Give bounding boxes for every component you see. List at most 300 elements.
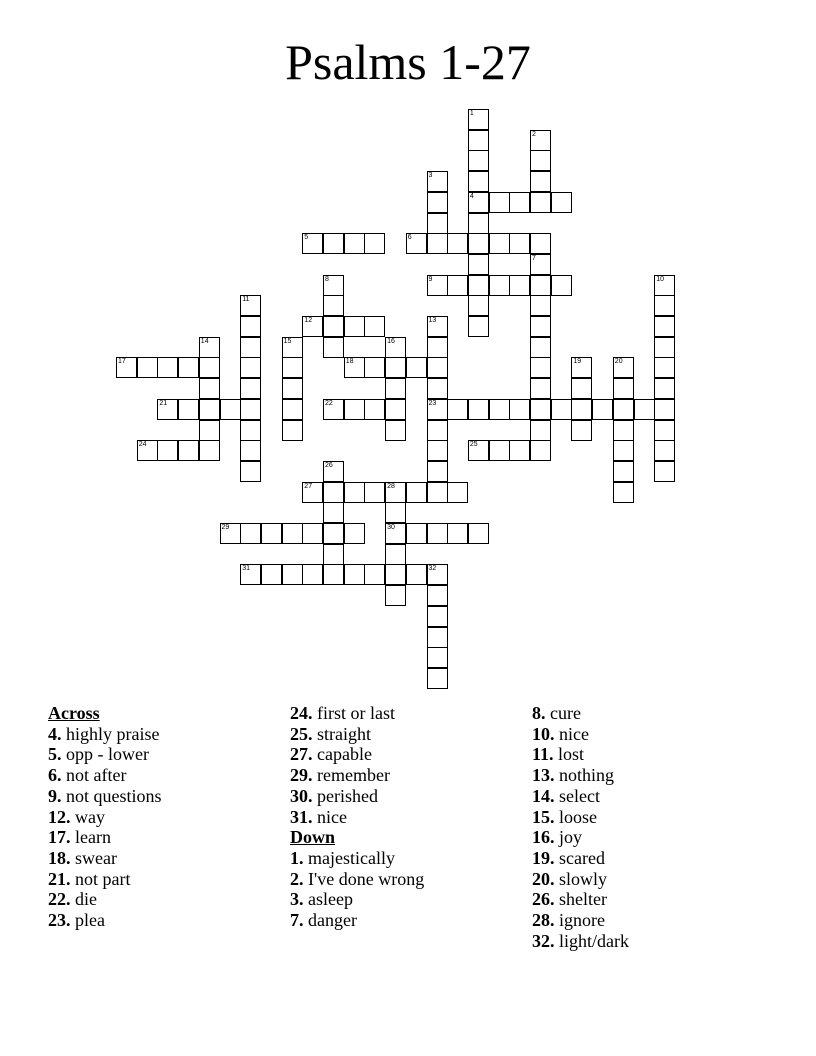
grid-cell[interactable] — [240, 337, 261, 358]
clue-number-label: 31 — [242, 565, 250, 573]
grid-cell[interactable] — [385, 585, 406, 606]
grid-cell[interactable] — [427, 378, 448, 399]
grid-cell[interactable] — [240, 461, 261, 482]
grid-cell[interactable] — [530, 254, 551, 275]
clue-number: 12. — [48, 806, 71, 827]
clue-text: slowly — [559, 868, 608, 889]
clue-number: 11. — [532, 744, 554, 765]
clue-text: joy — [559, 827, 583, 848]
grid-cell[interactable] — [137, 440, 158, 461]
grid-cell[interactable] — [344, 482, 365, 503]
grid-cell[interactable] — [571, 357, 592, 378]
grid-cell[interactable] — [489, 233, 510, 254]
clue-item — [48, 827, 278, 848]
grid-cell[interactable] — [385, 482, 406, 503]
grid-cell[interactable] — [509, 440, 530, 461]
clue-number-label: 32 — [428, 565, 437, 573]
clue-item — [48, 724, 278, 745]
grid-cell[interactable] — [199, 357, 220, 378]
clue-number-label: 16 — [387, 337, 395, 345]
grid-cell[interactable] — [364, 233, 385, 254]
grid-cell[interactable] — [551, 192, 572, 213]
grid-cell[interactable] — [468, 316, 489, 337]
clue-number-label: 24 — [138, 441, 147, 449]
grid-cell[interactable] — [116, 357, 137, 378]
grid-cell[interactable] — [530, 420, 551, 441]
grid-cell[interactable] — [323, 502, 344, 523]
grid-cell[interactable] — [551, 275, 572, 296]
clue-text: learn — [75, 827, 111, 848]
clue-number-label: 17 — [118, 358, 126, 366]
clue-item — [532, 848, 762, 869]
clue-number-label: 13 — [428, 317, 437, 324]
grid-cell[interactable] — [282, 523, 303, 544]
grid-cell[interactable] — [199, 378, 220, 399]
clue-item — [48, 786, 278, 807]
grid-cell[interactable] — [282, 399, 303, 420]
clue-column-2 — [290, 703, 520, 931]
clue-item — [532, 827, 762, 848]
grid-cell[interactable] — [530, 130, 551, 151]
puzzle-title: Psalms 1-27 — [285, 34, 531, 90]
grid-cell[interactable] — [592, 399, 613, 420]
grid-cell[interactable] — [344, 399, 365, 420]
grid-cell[interactable] — [344, 233, 365, 254]
grid-cell[interactable] — [530, 275, 551, 296]
grid-cell[interactable] — [302, 564, 323, 585]
clue-item — [532, 910, 762, 931]
grid-cell[interactable] — [178, 440, 199, 461]
grid-cell[interactable] — [199, 337, 220, 358]
clue-section-heading: Down — [290, 827, 336, 848]
clue-number-label: 30 — [387, 524, 395, 531]
grid-cell[interactable] — [551, 399, 572, 420]
clue-item — [532, 931, 762, 952]
grid-cell[interactable] — [427, 399, 448, 420]
grid-cell[interactable] — [323, 461, 344, 482]
grid-cell[interactable] — [530, 150, 551, 171]
grid-cell[interactable] — [385, 544, 406, 565]
clue-text: swear — [75, 847, 117, 868]
grid-cell[interactable] — [302, 482, 323, 503]
grid-cell[interactable] — [427, 668, 448, 689]
clue-item — [290, 703, 520, 724]
grid-cell[interactable] — [654, 399, 675, 420]
grid-cell[interactable] — [530, 357, 551, 378]
grid-cell[interactable] — [406, 357, 427, 378]
grid-cell[interactable] — [468, 440, 489, 461]
clue-text: majestically — [308, 847, 395, 868]
clue-text: plea — [75, 910, 105, 931]
grid-cell[interactable] — [240, 399, 261, 420]
clue-number: 1. — [290, 847, 304, 868]
grid-cell[interactable] — [323, 523, 344, 544]
clue-item — [290, 848, 520, 869]
grid-cell[interactable] — [323, 316, 344, 337]
clue-number: 20. — [532, 868, 555, 889]
grid-cell[interactable] — [261, 564, 282, 585]
grid-cell[interactable] — [654, 461, 675, 482]
clue-number: 2. — [290, 868, 304, 889]
clue-number-label: 18 — [345, 358, 354, 366]
clue-number: 31. — [290, 806, 313, 827]
grid-cell[interactable] — [385, 564, 406, 585]
grid-cell[interactable] — [220, 523, 241, 544]
clue-item — [290, 744, 520, 765]
grid-cell[interactable] — [282, 337, 303, 358]
clue-number: 7. — [290, 910, 304, 931]
clue-number-label: 22 — [325, 399, 333, 407]
grid-cell[interactable] — [364, 564, 385, 585]
clue-number: 14. — [532, 785, 555, 806]
grid-cell[interactable] — [199, 440, 220, 461]
clue-number: 27. — [290, 744, 313, 765]
grid-cell[interactable] — [364, 399, 385, 420]
grid-cell[interactable] — [240, 420, 261, 441]
grid-cell[interactable] — [427, 316, 448, 337]
clue-number-label: 9 — [428, 275, 433, 283]
clue-number: 29. — [290, 765, 313, 786]
clue-number: 9. — [48, 785, 62, 806]
clue-number: 8. — [532, 703, 546, 723]
grid-cell[interactable] — [157, 357, 178, 378]
grid-cell[interactable] — [302, 316, 323, 337]
grid-cell[interactable] — [199, 420, 220, 441]
clue-number-label: 5 — [304, 234, 309, 242]
grid-cell[interactable] — [447, 399, 468, 420]
grid-cell[interactable] — [385, 357, 406, 378]
grid-cell[interactable] — [530, 171, 551, 192]
grid-cell[interactable] — [199, 399, 220, 420]
grid-cell[interactable] — [323, 482, 344, 503]
clue-item — [290, 869, 520, 890]
grid-cell[interactable] — [385, 523, 406, 544]
grid-cell[interactable] — [571, 378, 592, 399]
grid-cell[interactable] — [178, 399, 199, 420]
grid-cell[interactable] — [427, 192, 448, 213]
grid-cell[interactable] — [344, 316, 365, 337]
grid-cell[interactable] — [240, 316, 261, 337]
grid-cell[interactable] — [344, 564, 365, 585]
grid-cell[interactable] — [447, 523, 468, 544]
grid-cell[interactable] — [613, 420, 634, 441]
clue-number-label: 15 — [283, 337, 292, 345]
clue-number-label: 19 — [573, 358, 582, 366]
grid-cell[interactable] — [613, 357, 634, 378]
grid-cell[interactable] — [509, 192, 530, 213]
clue-number-label: 1 — [469, 110, 474, 117]
grid-cell[interactable] — [364, 357, 385, 378]
clue-item — [532, 786, 762, 807]
clue-text: not questions — [66, 785, 162, 806]
grid-cell[interactable] — [427, 337, 448, 358]
clue-text: remember — [317, 765, 390, 786]
clue-item — [290, 786, 520, 807]
clue-text: light/dark — [559, 930, 629, 951]
grid-cell[interactable] — [468, 171, 489, 192]
grid-cell[interactable] — [654, 440, 675, 461]
grid-cell[interactable] — [406, 523, 427, 544]
grid-cell[interactable] — [530, 192, 551, 213]
clue-number: 26. — [532, 889, 555, 910]
clue-number-label: 4 — [469, 192, 474, 200]
grid-cell[interactable] — [364, 316, 385, 337]
grid-cell[interactable] — [530, 337, 551, 358]
clue-item — [48, 765, 278, 786]
clue-text: ignore — [559, 910, 605, 931]
clue-text: loose — [559, 806, 597, 827]
clue-text: opp - lower — [66, 744, 149, 765]
grid-cell[interactable] — [468, 523, 489, 544]
clue-number: 21. — [48, 868, 71, 889]
grid-cell[interactable] — [427, 523, 448, 544]
grid-cell[interactable] — [427, 440, 448, 461]
clue-text: scared — [559, 847, 605, 868]
grid-cell[interactable] — [427, 420, 448, 441]
clue-number-label: 25 — [469, 441, 478, 449]
grid-cell[interactable] — [654, 316, 675, 337]
grid-cell[interactable] — [654, 275, 675, 296]
clue-number-label: 6 — [407, 234, 412, 242]
clue-item — [48, 807, 278, 828]
grid-cell[interactable] — [489, 275, 510, 296]
clue-number-label: 26 — [325, 461, 333, 469]
grid-cell[interactable] — [613, 482, 634, 503]
clue-text: perished — [317, 785, 378, 806]
grid-cell[interactable] — [468, 130, 489, 151]
grid-cell[interactable] — [427, 275, 448, 296]
grid-cell[interactable] — [261, 523, 282, 544]
grid-cell[interactable] — [468, 295, 489, 316]
grid-cell[interactable] — [427, 585, 448, 606]
grid-cell[interactable] — [468, 233, 489, 254]
grid-cell[interactable] — [427, 606, 448, 627]
clue-number: 24. — [290, 703, 313, 723]
clue-text: shelter — [559, 889, 607, 910]
grid-cell[interactable] — [468, 213, 489, 234]
clue-section-heading: Across — [48, 703, 100, 723]
clue-number: 22. — [48, 889, 71, 910]
grid-cell[interactable] — [654, 378, 675, 399]
clue-number: 19. — [532, 847, 555, 868]
grid-cell[interactable] — [509, 399, 530, 420]
grid-cell[interactable] — [427, 357, 448, 378]
clue-item — [48, 889, 278, 910]
grid-cell[interactable] — [427, 461, 448, 482]
grid-cell[interactable] — [240, 564, 261, 585]
clue-number: 10. — [532, 723, 555, 744]
grid-cell[interactable] — [427, 647, 448, 668]
clue-item — [48, 848, 278, 869]
grid-cell[interactable] — [323, 399, 344, 420]
clue-number: 13. — [532, 765, 555, 786]
grid-cell[interactable] — [240, 440, 261, 461]
grid-cell[interactable] — [468, 109, 489, 130]
grid-cell[interactable] — [240, 378, 261, 399]
clue-item — [532, 889, 762, 910]
clue-text: not after — [66, 765, 127, 786]
grid-cell[interactable] — [364, 482, 385, 503]
clue-number-label: 23 — [428, 399, 437, 407]
clue-item — [48, 744, 278, 765]
grid-cell[interactable] — [323, 564, 344, 585]
grid-cell[interactable] — [323, 337, 344, 358]
clue-item — [290, 889, 520, 910]
grid-cell[interactable] — [613, 461, 634, 482]
grid-cell[interactable] — [385, 337, 406, 358]
grid-cell[interactable] — [323, 275, 344, 296]
grid-cell[interactable] — [654, 337, 675, 358]
clue-item — [532, 807, 762, 828]
grid-cell[interactable] — [468, 192, 489, 213]
clue-text: select — [559, 785, 600, 806]
grid-cell[interactable] — [613, 440, 634, 461]
clue-number-label: 27 — [304, 482, 313, 490]
grid-cell[interactable] — [613, 399, 634, 420]
grid-cell[interactable] — [302, 523, 323, 544]
clue-text: not part — [75, 868, 131, 889]
grid-cell[interactable] — [654, 295, 675, 316]
grid-cell[interactable] — [344, 357, 365, 378]
grid-cell[interactable] — [137, 357, 158, 378]
clue-text: asleep — [308, 889, 353, 910]
grid-cell[interactable] — [427, 482, 448, 503]
clue-text: die — [75, 889, 97, 910]
clue-item — [532, 724, 762, 745]
grid-cell[interactable] — [530, 440, 551, 461]
grid-cell[interactable] — [468, 275, 489, 296]
clue-number: 30. — [290, 785, 313, 806]
grid-cell[interactable] — [571, 399, 592, 420]
grid-cell[interactable] — [427, 171, 448, 192]
grid-cell[interactable] — [406, 233, 427, 254]
clue-item — [48, 869, 278, 890]
clue-item — [290, 765, 520, 786]
grid-cell[interactable] — [489, 440, 510, 461]
grid-cell[interactable] — [323, 295, 344, 316]
grid-cell[interactable] — [489, 192, 510, 213]
clue-item — [532, 869, 762, 890]
clue-number: 28. — [532, 910, 555, 931]
grid-cell[interactable] — [654, 420, 675, 441]
clue-text: straight — [317, 723, 371, 744]
clue-number: 5. — [48, 744, 62, 765]
grid-cell[interactable] — [220, 399, 241, 420]
grid-cell[interactable] — [530, 295, 551, 316]
grid-cell[interactable] — [427, 627, 448, 648]
clue-number: 6. — [48, 765, 62, 786]
clue-number: 32. — [532, 930, 555, 951]
clue-number-label: 8 — [325, 275, 329, 283]
clue-number-label: 2 — [532, 130, 536, 138]
grid-cell[interactable] — [178, 357, 199, 378]
clue-number-label: 12 — [304, 317, 313, 324]
grid-cell[interactable] — [282, 357, 303, 378]
grid-cell[interactable] — [427, 564, 448, 585]
grid-cell[interactable] — [489, 399, 510, 420]
grid-cell[interactable] — [385, 420, 406, 441]
grid-cell[interactable] — [447, 482, 468, 503]
grid-cell[interactable] — [613, 378, 634, 399]
grid-cell[interactable] — [240, 357, 261, 378]
grid-cell[interactable] — [282, 378, 303, 399]
grid-cell[interactable] — [530, 316, 551, 337]
clue-number-label: 14 — [200, 337, 209, 345]
grid-cell[interactable] — [571, 420, 592, 441]
clue-number: 23. — [48, 910, 71, 931]
grid-cell[interactable] — [157, 440, 178, 461]
grid-cell[interactable] — [406, 482, 427, 503]
clue-number: 25. — [290, 723, 313, 744]
clue-text: capable — [317, 744, 372, 765]
clue-item — [290, 910, 520, 931]
clue-text: nice — [559, 723, 589, 744]
grid-cell[interactable] — [654, 357, 675, 378]
clue-number-label: 10 — [656, 275, 664, 283]
clue-text: I've done wrong — [308, 868, 425, 889]
grid-cell[interactable] — [530, 378, 551, 399]
clue-item — [48, 910, 278, 931]
grid-cell[interactable] — [282, 564, 303, 585]
grid-cell[interactable] — [468, 254, 489, 275]
grid-cell[interactable] — [447, 233, 468, 254]
grid-cell[interactable] — [344, 523, 365, 544]
grid-cell[interactable] — [427, 233, 448, 254]
grid-cell[interactable] — [240, 295, 261, 316]
grid-cell[interactable] — [468, 150, 489, 171]
clue-text: highly praise — [66, 723, 160, 744]
clue-column-3 — [532, 703, 762, 951]
grid-cell[interactable] — [385, 502, 406, 523]
clue-text: way — [75, 806, 105, 827]
clue-number-label: 7 — [532, 254, 536, 262]
clue-text: nice — [317, 806, 347, 827]
clue-number: 16. — [532, 827, 555, 848]
clue-item — [290, 807, 520, 828]
grid-cell[interactable] — [323, 233, 344, 254]
grid-cell[interactable] — [530, 233, 551, 254]
clue-item — [532, 765, 762, 786]
grid-cell[interactable] — [530, 399, 551, 420]
grid-cell[interactable] — [427, 213, 448, 234]
clue-column-1 — [48, 703, 278, 931]
grid-cell[interactable] — [323, 544, 344, 565]
grid-cell[interactable] — [385, 378, 406, 399]
clue-text: first or last — [317, 703, 395, 723]
clue-number: 18. — [48, 847, 71, 868]
clue-text: cure — [550, 703, 581, 723]
clue-number: 3. — [290, 889, 304, 910]
clue-item — [532, 703, 762, 724]
grid-cell[interactable] — [157, 399, 178, 420]
grid-cell[interactable] — [385, 399, 406, 420]
grid-cell[interactable] — [447, 275, 468, 296]
clue-number: 15. — [532, 806, 555, 827]
grid-cell[interactable] — [634, 399, 655, 420]
grid-cell[interactable] — [302, 233, 323, 254]
grid-cell[interactable] — [509, 233, 530, 254]
grid-cell[interactable] — [240, 523, 261, 544]
clue-text: lost — [558, 744, 585, 765]
clue-text: danger — [308, 910, 357, 931]
clue-number-label: 29 — [221, 524, 230, 531]
grid-cell[interactable] — [509, 275, 530, 296]
grid-cell[interactable] — [468, 399, 489, 420]
clue-number-label: 3 — [428, 172, 433, 180]
grid-cell[interactable] — [282, 420, 303, 441]
clue-number: 17. — [48, 827, 71, 848]
grid-cell[interactable] — [406, 564, 427, 585]
